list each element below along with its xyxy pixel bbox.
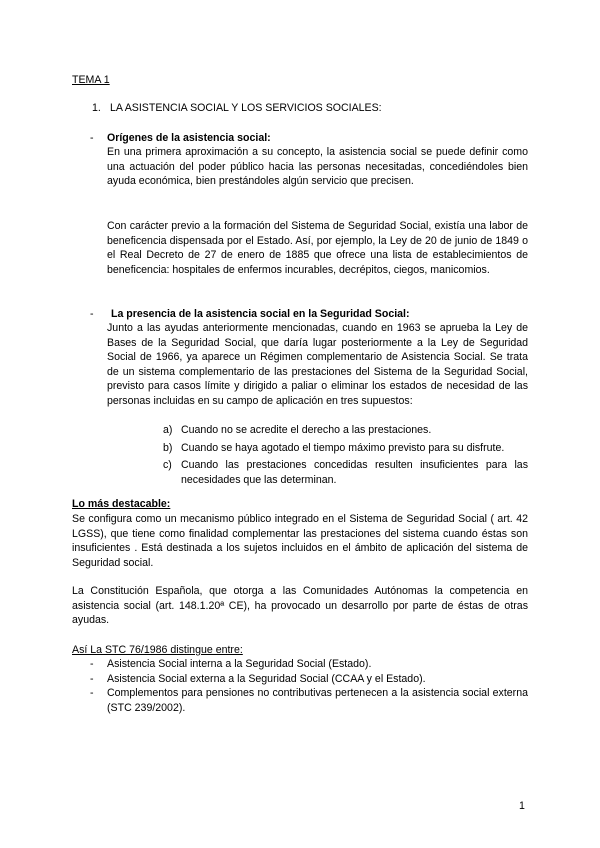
list-text: Asistencia Social interna a la Seguridad Social (Estado). bbox=[107, 658, 372, 670]
list-item bbox=[163, 458, 528, 487]
stc-list bbox=[90, 657, 528, 715]
list-marker: a) bbox=[163, 424, 173, 436]
destacable-paragraph-2: La Constitución Española, que otorga a las Comunidades Autónomas la competencia en asistencia social (art. 148.1.20ª CE), ha provocado un desarrollo por parte de éstas de otras ayudas. bbox=[72, 585, 528, 627]
stc-title: Así La STC 76/1986 distingue entre: bbox=[72, 644, 243, 656]
list-text: Cuando se haya agotado el tiempo máximo previsto para su disfrute. bbox=[181, 441, 505, 454]
list-text: Cuando las prestaciones concedidas resulten insuficientes para las necesidades que las determinan. bbox=[181, 459, 528, 486]
origenes-title: Orígenes de la asistencia social: bbox=[107, 132, 271, 144]
origenes-paragraph-2: Con carácter previo a la formación del Sistema de Seguridad Social, existía una labor de beneficencia dispensada por el Estado. Así, por ejemplo, la Ley de 20 de junio de 1849 o el Real Decreto de 27 de enero de 1885 que ofrece una lista de establecimientos de beneficencia: hospitales de enfermos incurables, decrépitos, ciegos, manicomios. bbox=[107, 220, 528, 276]
section-number: 1. bbox=[92, 102, 101, 114]
list-marker: - bbox=[90, 672, 94, 685]
list-item bbox=[90, 657, 528, 672]
section-heading: LA ASISTENCIA SOCIAL Y LOS SERVICIOS SOCIALES: bbox=[110, 102, 382, 114]
list-marker: b) bbox=[163, 441, 173, 454]
page-number: 1 bbox=[519, 800, 525, 812]
list-marker: c) bbox=[163, 459, 172, 472]
origenes-paragraph-1: En una primera aproximación a su concepto, la asistencia social se puede definir como una actuación del poder público hacia las personas necesitadas, concediéndoles bien ayuda económica, bien prestándoles algún servicio que precisen. bbox=[107, 146, 528, 188]
list-item bbox=[90, 686, 528, 715]
list-item bbox=[163, 441, 528, 456]
presencia-title: La presencia de la asistencia social en la Seguridad Social: bbox=[111, 308, 410, 320]
list-text: Asistencia Social externa a la Seguridad Social (CCAA y el Estado). bbox=[107, 672, 426, 685]
bullet-origenes: - bbox=[90, 132, 94, 144]
presencia-list bbox=[163, 423, 528, 487]
destacable-title: Lo más destacable: bbox=[72, 498, 171, 510]
tema-label: TEMA 1 bbox=[72, 74, 110, 86]
list-text: Cuando no se acredite el derecho a las prestaciones. bbox=[181, 424, 432, 436]
list-marker: - bbox=[90, 658, 94, 670]
presencia-paragraph: Junto a las ayudas anteriormente mencionadas, cuando en 1963 se aprueba la Ley de Bases de la Seguridad Social, que daría lugar posteriormente a la Ley de Seguridad Social de 1966, ya aparece un Régimen complementario de Asistencia Social. Se trata de un sistema complementario de las prestaciones del Sistema de la Seguridad Social, previsto para casos límite y dirigido a paliar o eliminar los estados de necesidad de las personas incluidas en su campo de aplicación en tres supuestos: bbox=[107, 322, 528, 407]
list-marker: - bbox=[90, 687, 94, 700]
bullet-presencia: - bbox=[90, 308, 94, 320]
list-item bbox=[90, 672, 528, 687]
list-item bbox=[163, 423, 528, 438]
destacable-paragraph-1: Se configura como un mecanismo público integrado en el Sistema de Seguridad Social ( art. 42 LGSS), que tiene como finalidad complementar las prestaciones del sistema cuando éstas son insuficientes . Está destinada a los sujetos incluidos en el ámbito de aplicación del sistema de Seguridad social. bbox=[72, 513, 528, 569]
list-text: Complementos para pensiones no contributivas pertenecen a la asistencia social externa (STC 239/2002). bbox=[107, 687, 528, 714]
